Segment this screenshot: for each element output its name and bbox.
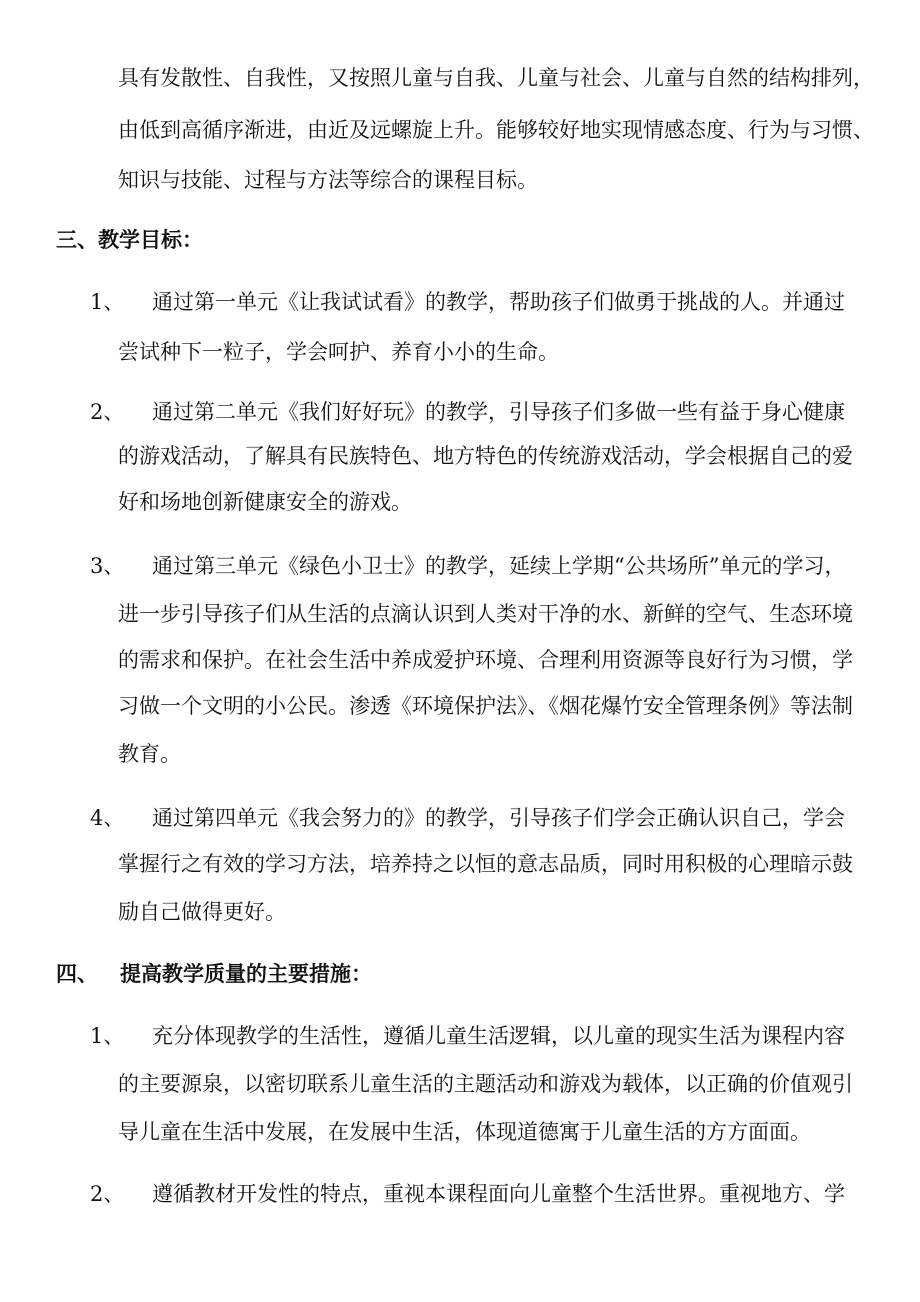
intro-line: 由低到高循序渐进，由近及远螺旋上升。能够较好地实现情感态度、行为与习惯、 xyxy=(118,118,874,142)
list-number: 3、 xyxy=(90,554,125,578)
list-item-line: 通过第三单元《绿色小卫士》的教学，延续上学期“公共场所”单元的学习， xyxy=(152,554,846,578)
list-number: 4、 xyxy=(90,806,125,830)
list-item-line: 的需求和保护。在社会生活中养成爱护环境、合理利用资源等良好行为习惯，学 xyxy=(118,648,853,672)
list-item-line: 尝试种下一粒子，学会呵护、养育小小的生命。 xyxy=(118,340,559,364)
list-number: 2、 xyxy=(90,1182,125,1206)
list-item-line: 好和场地创新健康安全的游戏。 xyxy=(118,490,412,514)
list-item-line: 的游戏活动，了解具有民族特色、地方特色的传统游戏活动，学会根据自己的爱 xyxy=(118,444,853,468)
list-item-line: 的主要源泉，以密切联系儿童生活的主题活动和游戏为载体，以正确的价值观引 xyxy=(118,1072,853,1096)
intro-line: 知识与技能、过程与方法等综合的课程目标。 xyxy=(118,168,538,192)
list-item-line: 进一步引导孩子们从生活的点滴认识到人类对干净的水、新鲜的空气、生态环境 xyxy=(118,602,853,626)
intro-line: 具有发散性、自我性，又按照儿童与自我、儿童与社会、儿童与自然的结构排列， xyxy=(118,66,874,90)
section-heading: 三、教学目标： xyxy=(56,228,203,252)
list-item-line: 习做一个文明的小公民。渗透《环境保护法》、《烟花爆竹安全管理条例》等法制 xyxy=(118,694,853,718)
section-heading: 提高教学质量的主要措施： xyxy=(120,962,372,986)
list-number: 2、 xyxy=(90,400,125,424)
list-item-line: 教育。 xyxy=(118,742,181,766)
list-item-line: 遵循教材开发性的特点，重视本课程面向儿童整个生活世界。重视地方、学 xyxy=(152,1182,845,1206)
list-number: 1、 xyxy=(90,290,125,314)
list-item-line: 通过第四单元《我会努力的》的教学，引导孩子们学会正确认识自己，学会 xyxy=(152,806,845,830)
list-item-line: 励自己做得更好。 xyxy=(118,900,286,924)
section-heading-number: 四、 xyxy=(56,962,98,986)
list-item-line: 掌握行之有效的学习方法，培养持之以恒的意志品质，同时用积极的心理暗示鼓 xyxy=(118,852,853,876)
list-item-line: 导儿童在生活中发展，在发展中生活，体现道德寓于儿童生活的方方面面。 xyxy=(118,1120,811,1144)
list-item-line: 充分体现教学的生活性，遵循儿童生活逻辑，以儿童的现实生活为课程内容 xyxy=(152,1024,845,1048)
list-number: 1、 xyxy=(90,1024,125,1048)
list-item-line: 通过第二单元《我们好好玩》的教学，引导孩子们多做一些有益于身心健康 xyxy=(152,400,845,424)
list-item-line: 通过第一单元《让我试试看》的教学，帮助孩子们做勇于挑战的人。并通过 xyxy=(152,290,845,314)
